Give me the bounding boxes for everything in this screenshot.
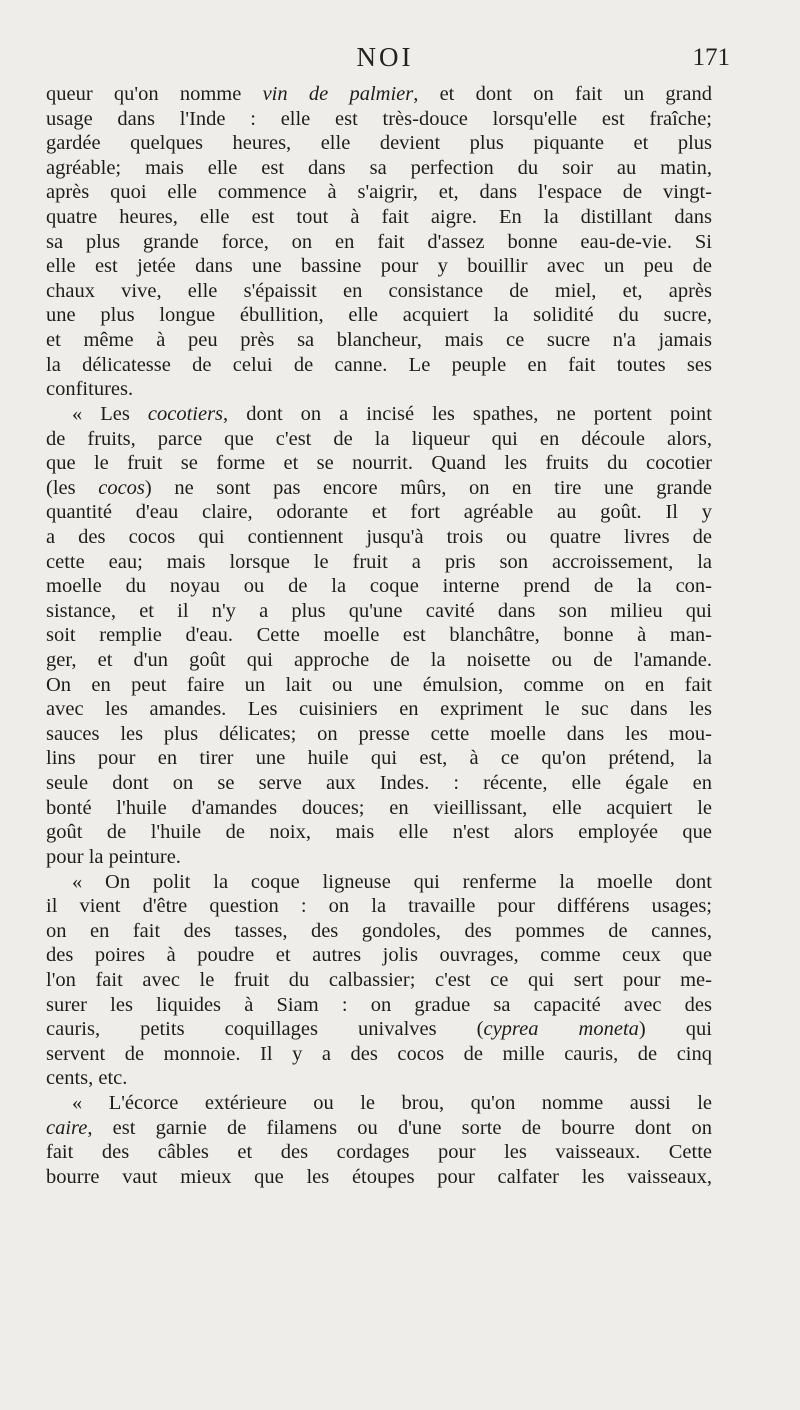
text-line	[46, 599, 712, 624]
text-segment: surer les liquides à Siam : on gradue sa capacité avec des	[46, 993, 712, 1016]
text-line	[46, 796, 712, 821]
text-segment: l'on fait avec le fruit du calbassier; c'est ce qui sert pour me-	[46, 968, 712, 991]
text-line	[46, 328, 712, 353]
text-segment: usage dans l'Inde : elle est très-douce lorsqu'elle est fraîche;	[46, 107, 712, 130]
text-segment: avec les amandes. Les cuisiniers en expriment le suc dans les	[46, 698, 712, 721]
text-segment: agréable; mais elle est dans sa perfection du soir au matin,	[46, 156, 712, 179]
text-line	[46, 303, 712, 328]
text-segment: « Les	[72, 402, 148, 425]
text-segment: cauris, petits coquillages univalves (	[46, 1018, 484, 1041]
text-segment: « L'écorce extérieure ou le brou, qu'on nomme aussi le	[72, 1091, 712, 1114]
text-segment: ) qui	[638, 1018, 712, 1041]
italic-term: vin de palmier	[262, 83, 414, 105]
italic-term: cocos	[98, 476, 145, 499]
text-segment: On en peut faire un lait ou une émulsion, comme on en fait	[46, 673, 712, 696]
text-line	[46, 254, 712, 279]
text-line	[46, 870, 712, 895]
text-segment: , et dont on fait un grand	[413, 83, 712, 105]
text-line	[46, 673, 712, 698]
text-line	[46, 180, 712, 205]
text-segment: elle est jetée dans une bassine pour y bouillir avec un peu de	[46, 255, 712, 278]
text-line	[46, 205, 712, 230]
text-line	[46, 451, 712, 476]
text-line	[46, 82, 712, 107]
text-segment: moelle du noyau ou de la coque interne prend de la con-	[46, 575, 712, 598]
text-line	[46, 131, 712, 156]
text-line	[46, 894, 712, 919]
text-segment: la délicatesse de celui de canne. Le peuple en fait toutes ses	[46, 353, 712, 376]
text-line	[46, 1165, 712, 1190]
text-segment: de fruits, parce que c'est de la liqueur qui en découle alors,	[46, 427, 712, 450]
text-segment: (les	[46, 476, 99, 499]
text-line	[46, 623, 712, 648]
text-segment: une plus longue ébullition, elle acquiert la solidité du sucre,	[46, 304, 712, 327]
text-line	[46, 476, 712, 501]
text-segment: il vient d'être question : on la travaille pour différens usages;	[46, 895, 712, 918]
text-segment: bourre vaut mieux que les étoupes pour calfater les vaisseaux,	[46, 1165, 712, 1188]
text-segment: cette eau; mais lorsque le fruit a pris son accroissement, la	[46, 550, 712, 573]
text-segment: , dont on a incisé les spathes, ne portent point	[223, 402, 712, 425]
text-line	[46, 402, 712, 427]
page-header	[40, 42, 730, 82]
text-line	[46, 353, 712, 378]
text-segment: goût de l'huile de noix, mais elle n'est alors employée que	[46, 821, 712, 844]
text-segment: , est garnie de filamens ou d'une sorte de bourre dont on	[87, 1116, 712, 1139]
text-segment: ger, et d'un goût qui approche de la noisette ou de l'amande.	[46, 649, 712, 672]
text-segment: après quoi elle commence à s'aigrir, et, dans l'espace de vingt-	[46, 181, 712, 204]
text-segment: on en fait des tasses, des gondoles, des pommes de cannes,	[46, 919, 712, 942]
text-line	[46, 377, 712, 402]
text-line	[46, 525, 712, 550]
text-line	[46, 156, 712, 181]
text-line	[46, 820, 712, 845]
text-segment: fait des câbles et des cordages pour les vaisseaux. Cette	[46, 1141, 712, 1164]
text-line	[46, 722, 712, 747]
text-line	[46, 1091, 712, 1116]
text-segment: seule dont on se serve aux Indes. : récente, elle égale en	[46, 772, 712, 795]
italic-term: cyprea moneta	[483, 1018, 639, 1041]
text-segment: a des cocos qui contiennent jusqu'à trois ou quatre livres de	[46, 525, 712, 548]
text-line	[46, 427, 712, 452]
text-line	[46, 968, 712, 993]
text-segment: ) ne sont pas encore mûrs, on en tire une grande	[144, 476, 712, 499]
text-line	[46, 1116, 712, 1141]
text-segment: soit remplie d'eau. Cette moelle est blanchâtre, bonne à man-	[46, 624, 712, 647]
text-segment: que le fruit se forme et se nourrit. Quand les fruits du cocotier	[46, 452, 712, 475]
text-line	[46, 746, 712, 771]
text-line	[46, 845, 712, 870]
italic-term: caire	[46, 1116, 88, 1139]
running-head: NOI	[356, 42, 414, 72]
text-line	[46, 697, 712, 722]
text-segment: sauces les plus délicates; on presse cette moelle dans les mou-	[46, 722, 712, 745]
text-line	[46, 107, 712, 132]
text-segment: quantité d'eau claire, odorante et fort agréable au goût. Il y	[46, 501, 712, 524]
text-segment: gardée quelques heures, elle devient plus piquante et plus	[46, 132, 712, 155]
text-segment: et même à peu près sa blancheur, mais ce sucre n'a jamais	[46, 329, 712, 352]
text-line	[46, 1066, 712, 1091]
text-line	[46, 919, 712, 944]
italic-term: cocotiers	[147, 402, 224, 425]
text-segment: quatre heures, elle est tout à fait aigre. En la distillant dans	[46, 206, 712, 229]
text-segment: « On polit la coque ligneuse qui renferme la moelle dont	[72, 870, 712, 893]
text-segment: sa plus grande force, on en fait d'assez bonne eau-de-vie. Si	[46, 230, 712, 253]
text-line	[46, 279, 712, 304]
text-segment: bonté l'huile d'amandes douces; en vieillissant, elle acquiert le	[46, 796, 712, 819]
text-line	[46, 648, 712, 673]
body-text	[46, 82, 712, 1189]
text-segment: sistance, et il n'y a plus qu'une cavité dans son milieu qui	[46, 599, 712, 622]
text-segment: pour la peinture.	[46, 845, 181, 868]
text-segment: chaux vive, elle s'épaissit en consistance de miel, et, après	[46, 279, 712, 302]
text-line	[46, 1140, 712, 1165]
text-line	[46, 771, 712, 796]
text-line	[46, 574, 712, 599]
text-segment: lins pour en tirer une huile qui est, à ce qu'on prétend, la	[46, 747, 712, 770]
text-segment: confitures.	[46, 378, 134, 401]
text-segment: des poires à poudre et autres jolis ouvrages, comme ceux que	[46, 944, 712, 967]
text-segment: cents, etc.	[46, 1067, 128, 1090]
page-number: 171	[692, 44, 730, 71]
text-line	[46, 1042, 712, 1067]
text-line	[46, 943, 712, 968]
text-line	[46, 500, 712, 525]
text-line	[46, 550, 712, 575]
text-line	[46, 1017, 712, 1042]
text-segment: servent de monnoie. Il y a des cocos de mille cauris, de cinq	[46, 1042, 712, 1065]
text-segment: queur qu'on nomme	[46, 83, 263, 105]
text-line	[46, 230, 712, 255]
text-line	[46, 993, 712, 1018]
